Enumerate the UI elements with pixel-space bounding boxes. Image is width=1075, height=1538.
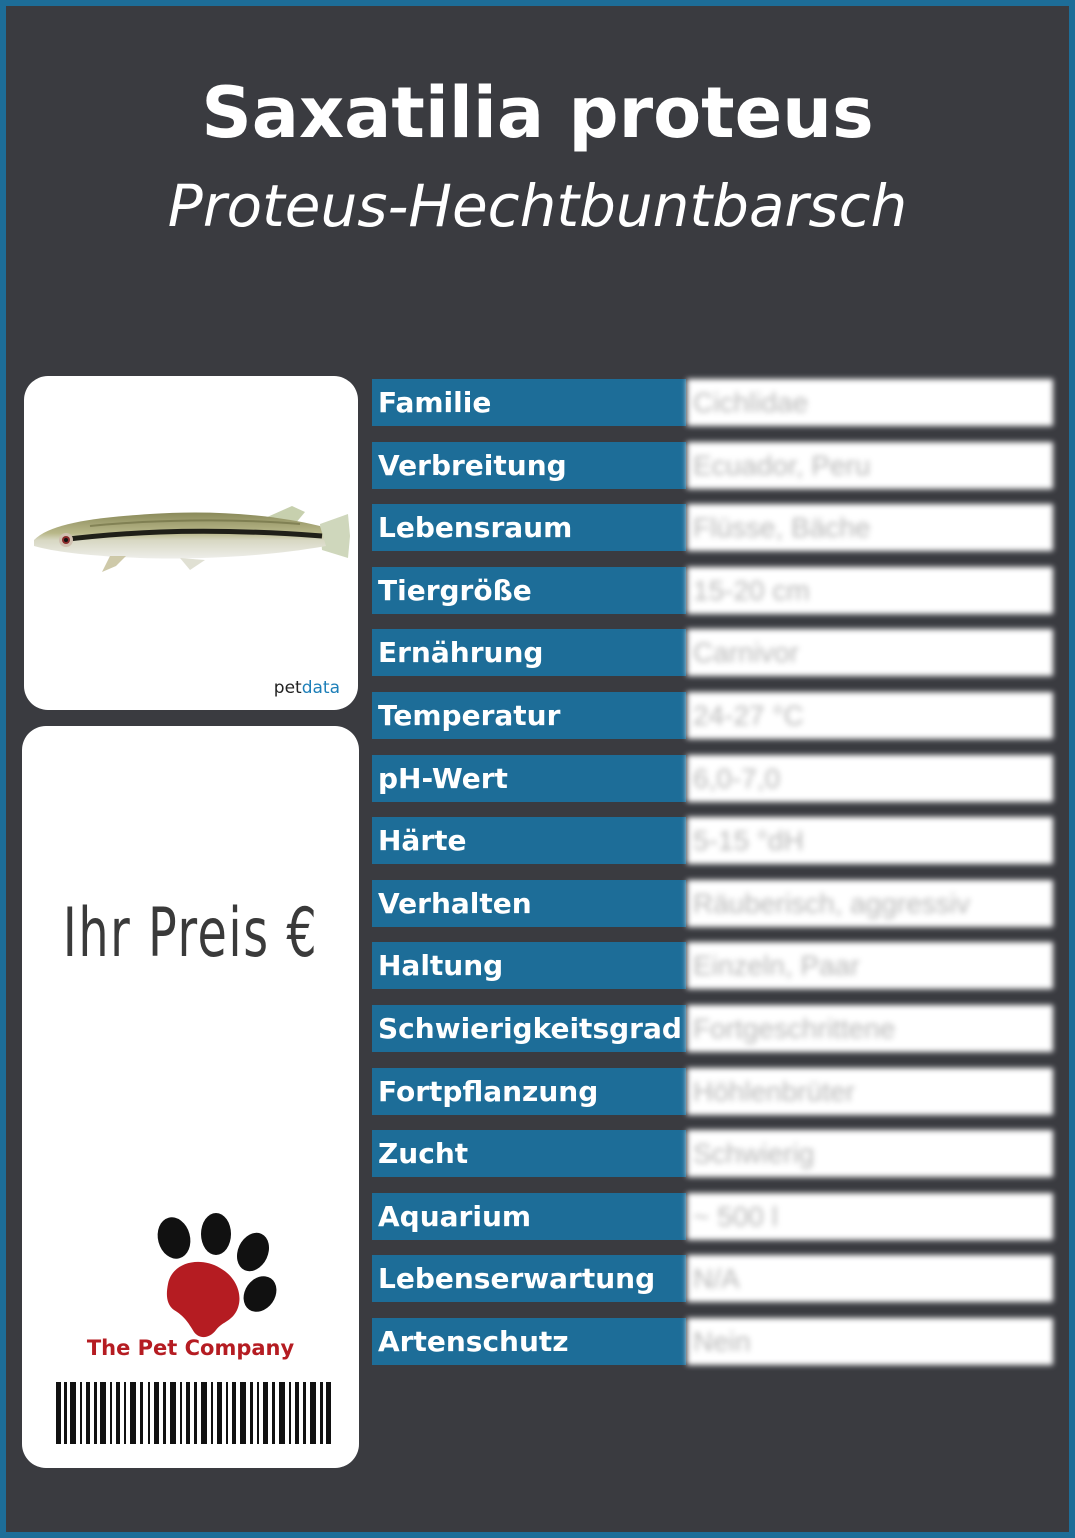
row-value: Fortgeschrittene [687, 1005, 1053, 1052]
species-title: Saxatilia proteus [201, 72, 874, 154]
table-row [372, 442, 1053, 489]
row-value: Räuberisch, aggressiv [687, 880, 1053, 927]
row-label: Schwierigkeitsgrad [372, 1005, 686, 1052]
row-value: Höhlenbrüter [687, 1068, 1053, 1115]
row-value: Einzeln, Paar [687, 942, 1053, 989]
table-row [372, 755, 1053, 802]
row-value: Flüsse, Bäche [687, 504, 1053, 551]
row-label: Zucht [372, 1130, 686, 1177]
row-value: Ecuador, Peru [687, 442, 1053, 489]
row-label: Artenschutz [372, 1318, 686, 1365]
row-label: Verhalten [372, 880, 686, 927]
paw-logo-icon [140, 1212, 280, 1342]
barcode-icon [56, 1382, 332, 1444]
price-label: Ihr Preis € [62, 894, 319, 973]
row-value: Carnivor [687, 629, 1053, 676]
species-common-name: Proteus-Hechtbuntbarsch [167, 172, 908, 240]
table-row [372, 1193, 1053, 1240]
row-value: 5-15 °dH [687, 817, 1053, 864]
table-row [372, 880, 1053, 927]
fish-photo-card [24, 376, 358, 710]
row-label: pH-Wert [372, 755, 686, 802]
row-label: Härte [372, 817, 686, 864]
table-row [372, 1005, 1053, 1052]
row-label: Lebensraum [372, 504, 686, 551]
row-value: Cichlidae [687, 379, 1053, 426]
row-label: Verbreitung [372, 442, 686, 489]
row-label: Tiergröße [372, 567, 686, 614]
row-label: Ernährung [372, 629, 686, 676]
table-row [372, 567, 1053, 614]
row-value: 6,0-7,0 [687, 755, 1053, 802]
row-value: Nein [687, 1318, 1053, 1365]
row-label: Fortpflanzung [372, 1068, 686, 1115]
row-value: Schwierig [687, 1130, 1053, 1177]
table-row [372, 1068, 1053, 1115]
row-label: Lebenserwartung [372, 1255, 686, 1302]
row-value: ~ 500 l [687, 1193, 1053, 1240]
row-value: 24-27 °C [687, 692, 1053, 739]
company-name: The Pet Company [86, 1336, 295, 1360]
table-row [372, 817, 1053, 864]
table-row [372, 379, 1053, 426]
table-row [372, 1255, 1053, 1302]
table-row [372, 629, 1053, 676]
table-row [372, 942, 1053, 989]
row-label: Haltung [372, 942, 686, 989]
petdata-logo: petdata [273, 678, 340, 698]
row-label: Temperatur [372, 692, 686, 739]
fish-image [30, 496, 354, 576]
row-value: 15-20 cm [687, 567, 1053, 614]
table-row [372, 1318, 1053, 1365]
row-label: Familie [372, 379, 686, 426]
row-value: N/A [687, 1255, 1053, 1302]
row-label: Aquarium [372, 1193, 686, 1240]
price-card [22, 726, 359, 1468]
table-row [372, 692, 1053, 739]
table-row [372, 504, 1053, 551]
table-row [372, 1130, 1053, 1177]
